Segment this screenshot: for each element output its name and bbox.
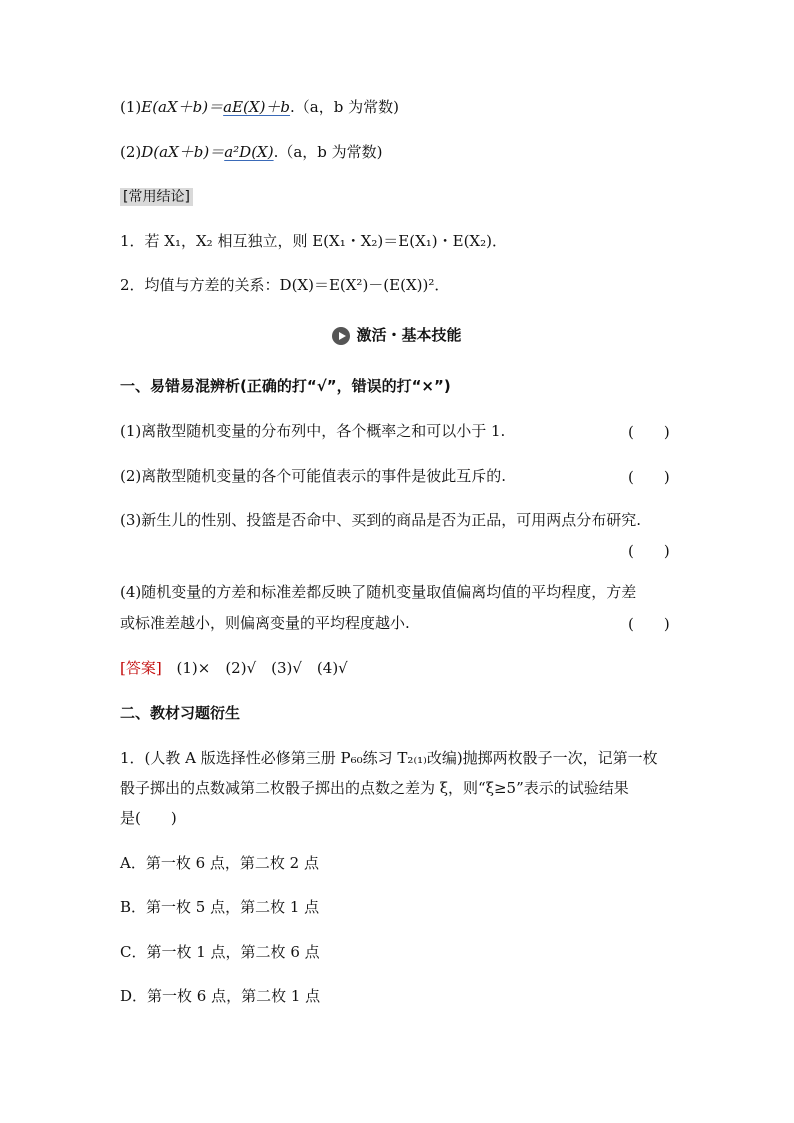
- property-1-number: (1): [120, 98, 142, 116]
- option-c: C．第一枚 1 点，第二枚 6 点: [120, 943, 320, 961]
- option-a: A．第一枚 6 点，第二枚 2 点: [120, 854, 319, 872]
- section-title: [0, 324, 794, 345]
- property-2-answer: a²D(X): [224, 143, 274, 161]
- answer-line: [120, 658, 348, 678]
- answer-paren-1: ( ): [628, 423, 670, 441]
- option-d: D．第一枚 6 点，第二枚 1 点: [120, 987, 321, 1005]
- judge-item-3: (3)新生儿的性别、投篮是否命中、买到的商品是否为正品，可用两点分布研究.: [120, 511, 642, 529]
- judge-item-2: (2)离散型随机变量的各个可能值表示的事件是彼此互斥的.: [120, 467, 507, 485]
- part1-heading: 一、易错易混辨析(正确的打“√”，错误的打“×”): [120, 377, 451, 395]
- judge-item-4-line2: 或标准差越小，则偏离变量的平均程度越小.: [120, 614, 410, 632]
- judge-item-1: (1)离散型随机变量的分布列中，各个概率之和可以小于 1.: [120, 422, 506, 440]
- question-1-line3: 是( ): [120, 809, 177, 827]
- question-1-line2: 骰子掷出的点数减第二枚骰子掷出的点数之差为 ξ，则“ξ≥5”表示的试验结果: [120, 779, 629, 797]
- section-title-text: 激活・基本技能: [356, 326, 462, 344]
- judge-item-4-line1: (4)随机变量的方差和标准差都反映了随机变量取值偏离均值的平均程度，方差: [120, 583, 637, 601]
- property-1-answer: aE(X)＋b: [223, 98, 291, 116]
- answer-paren-2: ( ): [628, 468, 670, 486]
- property-2-number: (2): [120, 143, 142, 161]
- conclusion-2: 2．均值与方差的关系：D(X)＝E(X²)－(E(X))²．: [120, 276, 450, 294]
- property-2: [120, 142, 383, 162]
- property-1: [120, 97, 399, 117]
- property-2-lhs: D(aX＋b)＝: [141, 143, 225, 161]
- question-1-line1: 1．(人教 A 版选择性必修第三册 P₆₀练习 T₂₍₁₎改编)抛掷两枚骰子一次，记第一枚: [120, 749, 658, 767]
- option-b: B．第一枚 5 点，第二枚 1 点: [120, 898, 320, 916]
- property-1-lhs: E(aX＋b)＝: [141, 98, 224, 116]
- property-2-note: .（a，b 为常数): [273, 143, 383, 161]
- conclusion-1: 1．若 X₁，X₂ 相互独立，则 E(X₁・X₂)＝E(X₁)・E(X₂)．: [120, 232, 507, 250]
- conclusion-tag: [常用结论]: [120, 188, 193, 206]
- play-icon: [332, 327, 350, 345]
- conclusion-heading: [120, 186, 193, 207]
- property-1-note: .（a，b 为常数): [290, 98, 399, 116]
- answer-paren-3: ( ): [628, 542, 670, 560]
- answer-tag: [答案]: [120, 659, 162, 677]
- answer-paren-4: ( ): [628, 615, 670, 633]
- part2-heading: 二、教材习题衍生: [120, 704, 241, 722]
- answer-text: (1)× (2)√ (3)√ (4)√: [176, 659, 348, 677]
